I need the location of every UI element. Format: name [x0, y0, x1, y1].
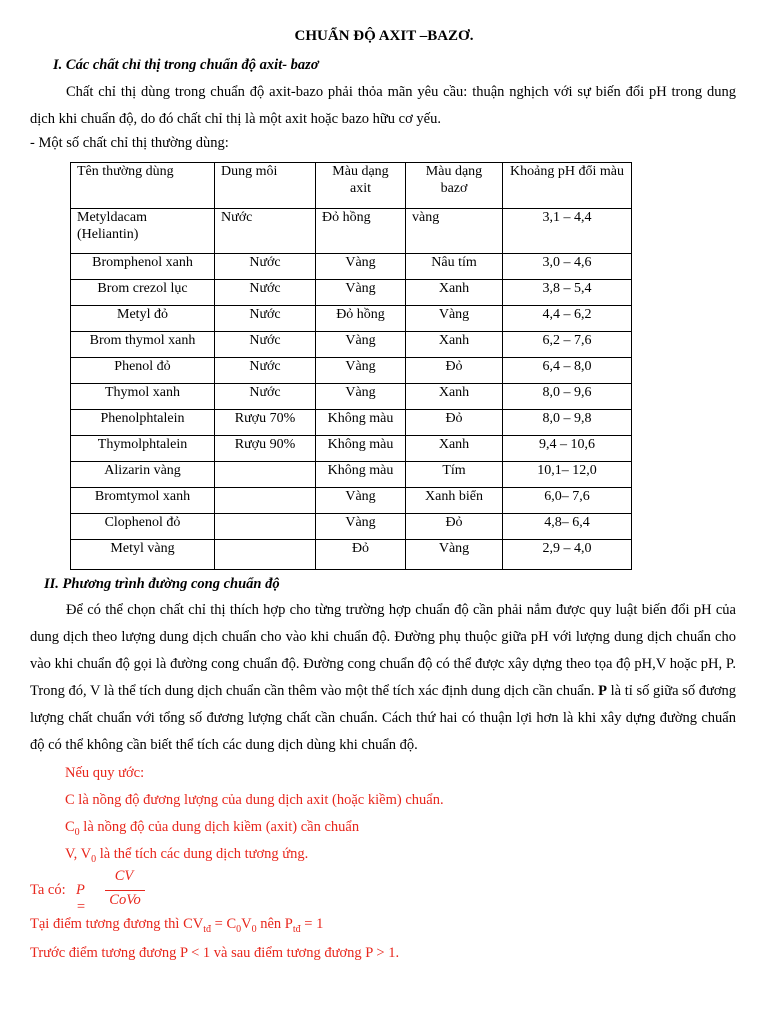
cell-acid-color: Không màu	[316, 410, 406, 436]
cell-solvent	[215, 514, 316, 540]
formula-denominator: CoVo	[109, 892, 141, 908]
table-row	[71, 332, 632, 358]
eq-sub-td2: tđ	[292, 923, 301, 935]
cell-solvent: Rượu 90%	[215, 436, 316, 462]
cell-ph-range: 9,4 – 10,6	[503, 436, 632, 462]
cell-name: Bromtymol xanh	[71, 488, 215, 514]
cell-ph-range: 6,2 – 7,6	[503, 332, 632, 358]
eq-text-a: Tại điểm tương đương thì CV	[30, 916, 204, 932]
cell-name: Phenol đỏ	[71, 358, 215, 384]
cell-name: Brom thymol xanh	[71, 332, 215, 358]
table-row	[71, 410, 632, 436]
formula-numerator: CV	[114, 868, 134, 884]
document-title: CHUẨN ĐỘ AXIT –BAZƠ.	[294, 28, 474, 44]
cell-base-color: Vàng	[406, 540, 503, 570]
table-row	[71, 280, 632, 306]
c-definition: C là nồng độ đương lượng của dung dịch axit (hoặc kiềm) chuẩn.	[65, 792, 444, 808]
p-symbol: P	[598, 683, 608, 699]
cell-acid-color: Vàng	[316, 488, 406, 514]
table-row	[71, 540, 632, 570]
header-solvent: Dung môi	[215, 163, 316, 209]
v-text: là thể tích các dung dịch tương ứng.	[96, 846, 309, 862]
cell-solvent: Nước	[215, 332, 316, 358]
c0-symbol: C	[65, 819, 75, 835]
cell-ph-range: 6,4 – 8,0	[503, 358, 632, 384]
cell-ph-range: 4,4 – 6,2	[503, 306, 632, 332]
cell-name: Metyldacam (Heliantin)	[71, 209, 215, 254]
cell-name: Bromphenol xanh	[71, 254, 215, 280]
cell-name: Clophenol đỏ	[71, 514, 215, 540]
cell-ph-range: 3,8 – 5,4	[503, 280, 632, 306]
equivalence-point-line	[30, 916, 323, 935]
header-base-color: Màu dạng bazơ	[406, 163, 503, 209]
cell-ph-range: 3,0 – 4,6	[503, 254, 632, 280]
table-row	[71, 514, 632, 540]
eq-sub-td: tđ	[203, 923, 212, 935]
cell-ph-range: 4,8– 6,4	[503, 514, 632, 540]
cell-solvent: Nước	[215, 280, 316, 306]
indicator-table-body	[71, 163, 632, 570]
header-ph-range: Khoảng pH đổi màu	[503, 163, 632, 209]
cell-base-color: Đỏ	[406, 410, 503, 436]
cell-acid-color: Không màu	[316, 462, 406, 488]
cell-solvent	[215, 462, 316, 488]
formula-lhs: P =	[76, 882, 86, 915]
cell-acid-color: Vàng	[316, 332, 406, 358]
convention-intro: Nếu quy ước:	[65, 765, 145, 781]
section-2-heading: II. Phương trình đường cong chuẩn độ	[44, 576, 280, 592]
cell-ph-range: 8,0 – 9,6	[503, 384, 632, 410]
table-header-row	[71, 163, 632, 209]
section-2-paragraph	[30, 597, 736, 759]
cell-acid-color: Vàng	[316, 280, 406, 306]
cell-name: Phenolphtalein	[71, 410, 215, 436]
eq-text-b: = C	[211, 916, 237, 932]
cell-base-color: Xanh	[406, 436, 503, 462]
cell-name: Metyl vàng	[71, 540, 215, 570]
cell-name: Alizarin vàng	[71, 462, 215, 488]
cell-base-color: Xanh	[406, 332, 503, 358]
table-row	[71, 384, 632, 410]
cell-acid-color: Đỏ hồng	[316, 209, 406, 254]
section-2-paragraph-main: Để có thể chọn chất chỉ thị thích hợp cho từng trường hợp chuẩn độ cần phải nắm được quy luật biến đổi pH của dung dịch theo lượng dung dịch chuẩn cho vào khi chuẩn độ. Đường phụ thuộc giữa pH với lượng dung dịch chuẩn cho vào khi chuẩn độ gọi là đường cong chuẩn độ. Đường cong chuẩn độ có thể được xây dựng theo tọa độ pH,V hoặc pH, P. Trong đó, V là thể tích dung dịch chuẩn cần thêm vào một thể tích xác định dung dịch cần chuẩn.	[30, 602, 736, 699]
cell-base-color: vàng	[406, 209, 503, 254]
table-row	[71, 254, 632, 280]
cell-acid-color: Không màu	[316, 436, 406, 462]
eq-sub-0: 0	[236, 923, 242, 935]
cell-acid-color: Vàng	[316, 254, 406, 280]
c0-subscript: 0	[74, 826, 80, 838]
table-row	[71, 488, 632, 514]
cell-base-color: Đỏ	[406, 358, 503, 384]
indicator-list-intro: - Một số chất chỉ thị thường dùng:	[30, 135, 229, 151]
cell-base-color: Nâu tím	[406, 254, 503, 280]
section-1-heading: I. Các chất chỉ thị trong chuẩn độ axit- bazơ	[53, 57, 319, 73]
cell-ph-range: 8,0 – 9,8	[503, 410, 632, 436]
v0-subscript: 0	[91, 853, 97, 865]
cell-name: Metyl đỏ	[71, 306, 215, 332]
cell-ph-range: 2,9 – 4,0	[503, 540, 632, 570]
v-symbol: V, V	[65, 846, 92, 862]
v-definition	[65, 846, 308, 865]
eq-text-e: = 1	[300, 916, 324, 932]
header-acid-color: Màu dạng axit	[316, 163, 406, 209]
section-2-paragraph-tail: là tỉ số giữa số đương lượng chất chuẩn với tổng số đương lượng chất cần chuẩn. Cách thứ hai có thuận lợi hơn là khi xây dựng đường chuẩn độ có thể không cần biết thể tích các dung dịch dùng khi chuẩn độ.	[30, 683, 736, 753]
cell-solvent: Nước	[215, 358, 316, 384]
table-row	[71, 306, 632, 332]
cell-solvent	[215, 540, 316, 570]
before-after-line: Trước điểm tương đương P < 1 và sau điểm tương đương P > 1.	[30, 945, 400, 961]
cell-acid-color: Đỏ	[316, 540, 406, 570]
cell-solvent: Nước	[215, 254, 316, 280]
cell-base-color: Tím	[406, 462, 503, 488]
table-row	[71, 209, 632, 254]
c0-definition	[65, 819, 359, 838]
cell-ph-range: 6,0– 7,6	[503, 488, 632, 514]
cell-solvent	[215, 488, 316, 514]
cell-base-color: Xanh	[406, 384, 503, 410]
cell-acid-color: Vàng	[316, 514, 406, 540]
cell-name: Thymol xanh	[71, 384, 215, 410]
cell-acid-color: Vàng	[316, 358, 406, 384]
eq-text-c: V	[241, 916, 252, 932]
cell-acid-color: Đỏ hồng	[316, 306, 406, 332]
table-row	[71, 436, 632, 462]
cell-solvent: Nước	[215, 384, 316, 410]
cell-solvent: Rượu 70%	[215, 410, 316, 436]
cell-ph-range: 3,1 – 4,4	[503, 209, 632, 254]
c0-text: là nồng độ của dung dịch kiềm (axit) cần chuẩn	[79, 819, 360, 835]
eq-text-d: nên P	[256, 916, 293, 932]
cell-base-color: Vàng	[406, 306, 503, 332]
eq-sub-0b: 0	[251, 923, 257, 935]
cell-acid-color: Vàng	[316, 384, 406, 410]
cell-base-color: Xanh biển	[406, 488, 503, 514]
indicator-table	[70, 162, 632, 570]
table-row	[71, 358, 632, 384]
cell-base-color: Đỏ	[406, 514, 503, 540]
table-row	[71, 462, 632, 488]
cell-solvent: Nước	[215, 306, 316, 332]
cell-name: Thymolphtalein	[71, 436, 215, 462]
cell-base-color: Xanh	[406, 280, 503, 306]
fraction-bar	[105, 890, 145, 891]
header-name: Tên thường dùng	[71, 163, 215, 209]
cell-name: Brom crezol lục	[71, 280, 215, 306]
cell-ph-range: 10,1– 12,0	[503, 462, 632, 488]
cell-solvent: Nước	[215, 209, 316, 254]
ta-co-label: Ta có:	[30, 882, 66, 898]
section-1-paragraph: Chất chỉ thị dùng trong chuẩn độ axit-bazo phải thỏa mãn yêu cầu: thuận nghịch với sự biến đổi pH trong dung dịch khi chuẩn độ, do đó chất chỉ thị là một axit hoặc bazo hữu cơ yếu.	[30, 84, 736, 127]
